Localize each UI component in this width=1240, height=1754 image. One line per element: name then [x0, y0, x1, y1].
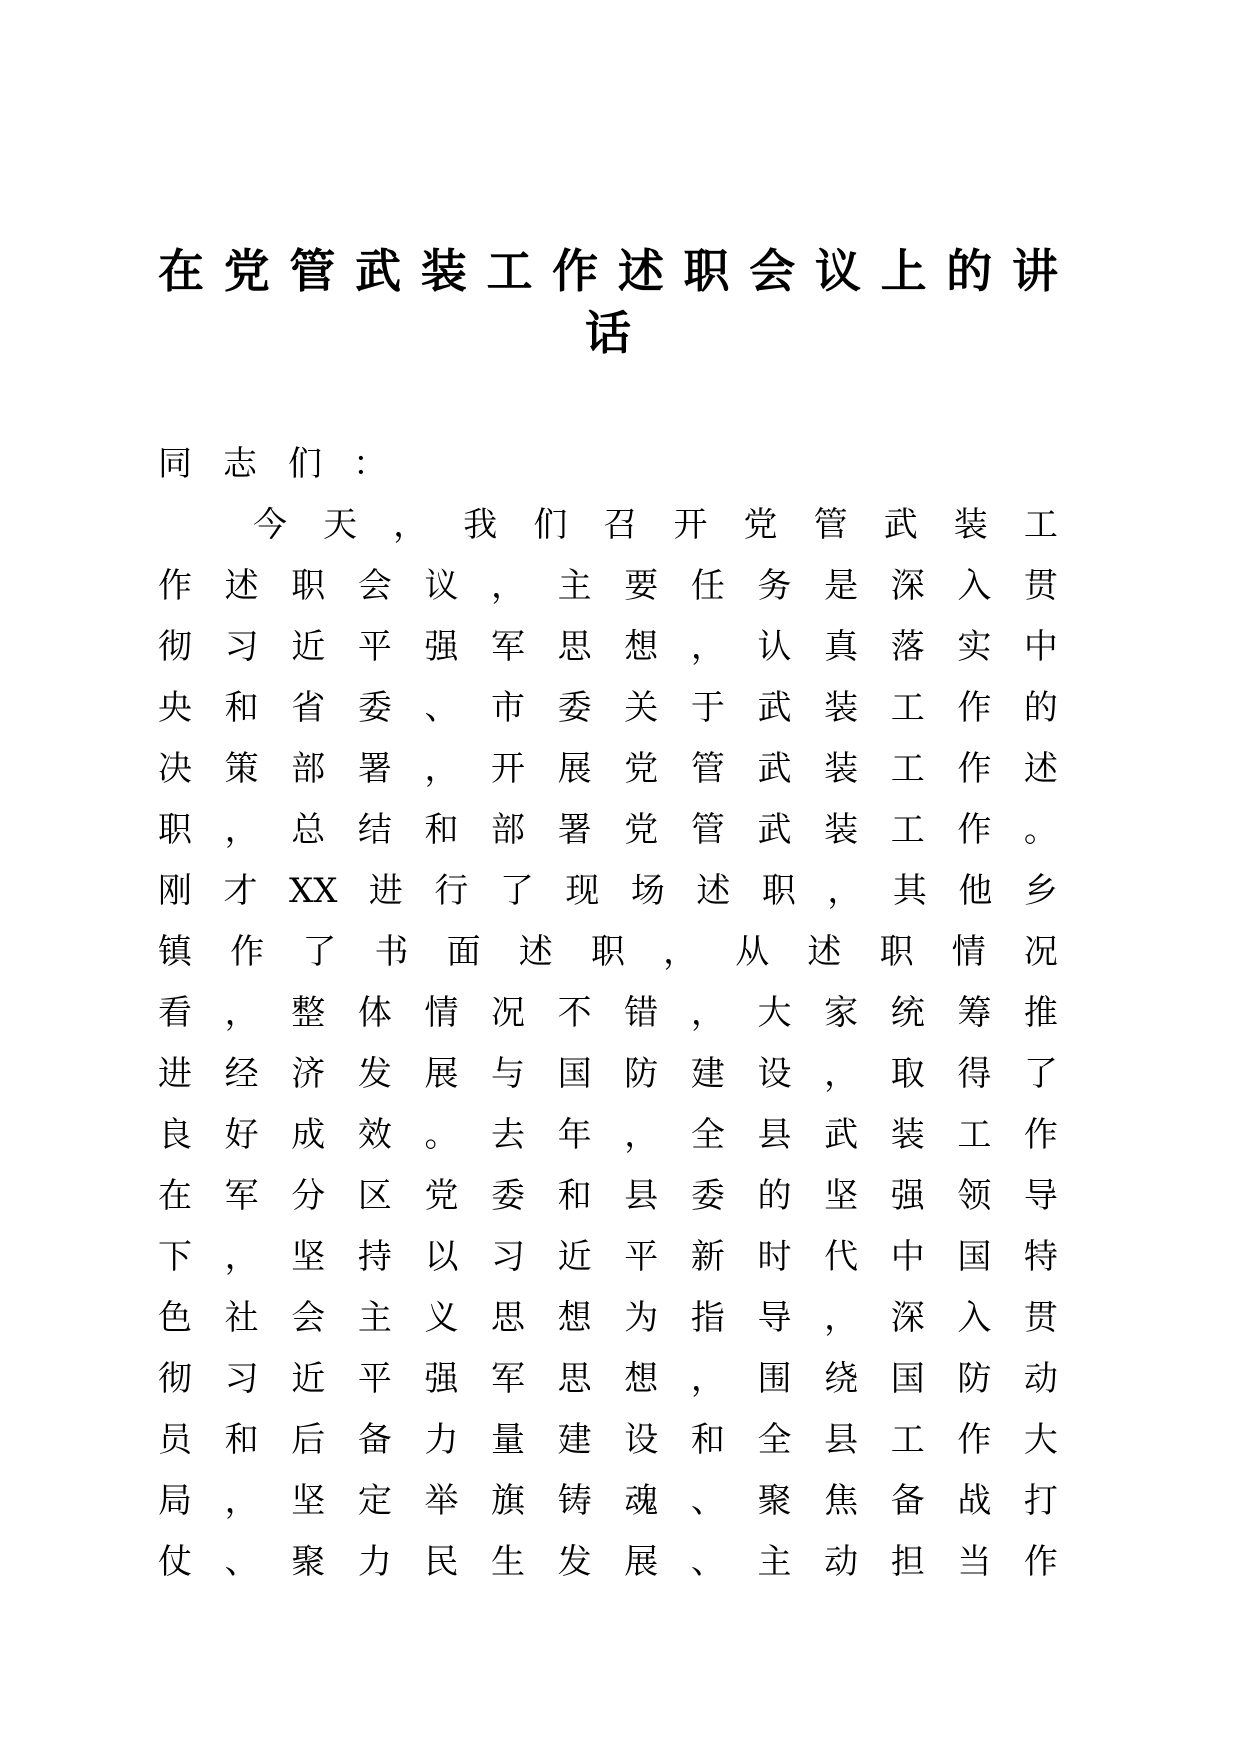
- glyph: 家: [824, 993, 859, 1033]
- glyph: 设: [624, 1420, 659, 1460]
- glyph: 党: [624, 749, 659, 789]
- glyph: 和: [557, 1176, 592, 1216]
- glyph: 县: [624, 1176, 659, 1216]
- glyph: 作: [1023, 1542, 1058, 1582]
- glyph: 好: [224, 1115, 259, 1155]
- glyph: 会: [357, 566, 392, 606]
- glyph: 任: [690, 566, 725, 606]
- glyph: 铸: [557, 1481, 592, 1521]
- glyph: 认: [757, 627, 792, 667]
- glyph: 防: [624, 1054, 659, 1094]
- glyph: 我: [463, 505, 498, 545]
- glyph: 议: [424, 566, 459, 606]
- glyph: 在: [158, 244, 204, 298]
- glyph: 和: [224, 688, 259, 728]
- glyph: 况: [491, 993, 526, 1033]
- glyph: 担: [890, 1542, 925, 1582]
- glyph: 作: [1023, 1115, 1058, 1155]
- glyph: 今: [253, 505, 287, 545]
- glyph: 展: [557, 749, 592, 789]
- glyph: 策: [224, 749, 259, 789]
- glyph: 管: [813, 505, 848, 545]
- glyph: 工: [890, 688, 925, 728]
- glyph: 中: [890, 1237, 925, 1277]
- glyph: 持: [357, 1237, 392, 1277]
- glyph: 面: [446, 932, 481, 972]
- glyph: 错: [624, 993, 659, 1033]
- glyph: 代: [824, 1237, 859, 1277]
- glyph: 天: [323, 505, 358, 545]
- glyph: 工: [890, 1420, 925, 1460]
- glyph: 部: [291, 749, 326, 789]
- glyph: 建: [690, 1054, 725, 1094]
- glyph: 作: [957, 1420, 992, 1460]
- glyph: 新: [690, 1237, 725, 1277]
- glyph: 去: [491, 1115, 526, 1155]
- glyph: 会: [749, 244, 796, 298]
- glyph: 绕: [824, 1359, 859, 1399]
- glyph: 围: [757, 1359, 792, 1399]
- glyph: 工: [890, 749, 925, 789]
- paragraph-line: [158, 983, 1058, 1044]
- glyph: 召: [603, 505, 638, 545]
- glyph: 管: [690, 810, 725, 850]
- glyph: 才: [223, 871, 258, 911]
- glyph: ，: [224, 1481, 259, 1521]
- glyph: 管: [289, 244, 336, 298]
- glyph: 主: [557, 566, 592, 606]
- glyph: 场: [630, 871, 665, 911]
- glyph: 军: [224, 1176, 259, 1216]
- glyph: 武: [757, 688, 792, 728]
- glyph: 分: [291, 1176, 326, 1216]
- glyph: 装: [824, 810, 859, 850]
- paragraph-line: [158, 1288, 1058, 1349]
- glyph: ，: [690, 993, 725, 1033]
- glyph: 习: [224, 627, 259, 667]
- glyph: 建: [557, 1420, 592, 1460]
- glyph: 导: [757, 1298, 792, 1338]
- glyph: 员: [158, 1420, 192, 1460]
- glyph: ，: [491, 566, 526, 606]
- glyph: 、: [424, 688, 459, 728]
- glyph: 和: [424, 810, 459, 850]
- glyph: 不: [557, 993, 592, 1033]
- glyph: 量: [491, 1420, 526, 1460]
- glyph: 务: [757, 566, 792, 606]
- glyph: 强: [424, 627, 459, 667]
- glyph: 情: [424, 993, 459, 1033]
- glyph: 况: [1023, 932, 1058, 972]
- glyph: 主: [357, 1298, 392, 1338]
- glyph: 真: [824, 627, 859, 667]
- paragraph-line: [158, 739, 1058, 800]
- glyph: 导: [1023, 1176, 1058, 1216]
- glyph: 工: [890, 810, 925, 850]
- title-line-1: [158, 240, 1058, 302]
- title-line-2: [158, 302, 1058, 364]
- glyph: 军: [491, 1359, 526, 1399]
- glyph: 战: [957, 1481, 992, 1521]
- glyph: 武: [757, 749, 792, 789]
- glyph: 央: [158, 688, 192, 728]
- glyph: 举: [424, 1481, 459, 1521]
- glyph: ，: [663, 932, 698, 972]
- glyph: 作: [552, 244, 599, 298]
- glyph: 深: [890, 1298, 925, 1338]
- glyph: 设: [757, 1054, 792, 1094]
- glyph: 述: [807, 932, 842, 972]
- glyph: 志: [223, 444, 257, 484]
- glyph: 委: [357, 688, 392, 728]
- glyph: 署: [557, 810, 592, 850]
- glyph: 武: [883, 505, 918, 545]
- glyph: 书: [374, 932, 409, 972]
- glyph: 进: [158, 1054, 192, 1094]
- glyph: 贯: [1023, 566, 1058, 606]
- glyph: 动: [824, 1542, 859, 1582]
- glyph: 述: [696, 871, 731, 911]
- glyph: 县: [757, 1115, 792, 1155]
- glyph: 取: [890, 1054, 925, 1094]
- glyph: 国: [890, 1359, 925, 1399]
- glyph: 作: [957, 810, 992, 850]
- glyph: 行: [434, 871, 469, 911]
- glyph: 装: [420, 244, 467, 298]
- glyph: 强: [890, 1176, 925, 1216]
- glyph: 习: [491, 1237, 526, 1277]
- glyph: 工: [957, 1115, 992, 1155]
- glyph: 思: [491, 1298, 526, 1338]
- glyph: 的: [757, 1176, 792, 1216]
- glyph: 想: [557, 1298, 592, 1338]
- glyph: 工: [486, 244, 533, 298]
- glyph: 入: [957, 1298, 992, 1338]
- glyph: 大: [1023, 1420, 1058, 1460]
- glyph: 。: [1023, 810, 1058, 850]
- glyph: 实: [957, 627, 992, 667]
- glyph: 管: [690, 749, 725, 789]
- paragraph-line: [158, 1532, 1058, 1593]
- glyph: ，: [690, 627, 725, 667]
- glyph: 情: [951, 932, 986, 972]
- glyph: 装: [824, 688, 859, 728]
- glyph: 展: [624, 1542, 659, 1582]
- paragraph-line: [158, 922, 1058, 983]
- glyph: 在: [158, 1176, 192, 1216]
- glyph: 武: [355, 244, 402, 298]
- paragraph-line: [158, 861, 1058, 922]
- glyph: 于: [690, 688, 725, 728]
- glyph: 想: [624, 627, 659, 667]
- glyph: 聚: [757, 1481, 792, 1521]
- glyph: 其: [892, 871, 927, 911]
- glyph: 要: [624, 566, 659, 606]
- glyph: 贯: [1023, 1298, 1058, 1338]
- glyph: 署: [357, 749, 392, 789]
- paragraph-line: [158, 1105, 1058, 1166]
- glyph: ，: [224, 1237, 259, 1277]
- glyph: XX: [289, 871, 338, 911]
- glyph: 动: [1023, 1359, 1058, 1399]
- glyph: 彻: [158, 627, 192, 667]
- glyph: 展: [424, 1054, 459, 1094]
- glyph: 党: [223, 244, 270, 298]
- glyph: 后: [291, 1420, 326, 1460]
- glyph: ，: [624, 1115, 659, 1155]
- glyph: 和: [224, 1420, 259, 1460]
- glyph: 推: [1023, 993, 1058, 1033]
- glyph: 整: [291, 993, 326, 1033]
- glyph: 指: [690, 1298, 725, 1338]
- glyph: 进: [368, 871, 403, 911]
- glyph: 国: [557, 1054, 592, 1094]
- glyph: 武: [824, 1115, 859, 1155]
- glyph: 会: [291, 1298, 326, 1338]
- paragraph-line: [158, 1227, 1058, 1288]
- glyph: 现: [565, 871, 600, 911]
- glyph: 和: [690, 1420, 725, 1460]
- glyph: 焦: [824, 1481, 859, 1521]
- glyph: 为: [624, 1298, 659, 1338]
- glyph: 。: [424, 1115, 459, 1155]
- glyph: 社: [224, 1298, 259, 1338]
- paragraph-line: [158, 800, 1058, 861]
- glyph: 得: [957, 1054, 992, 1094]
- greeting: [158, 434, 1058, 495]
- glyph: 特: [1023, 1237, 1058, 1277]
- glyph: 作: [230, 932, 265, 972]
- glyph: 全: [690, 1115, 725, 1155]
- glyph: 体: [357, 993, 392, 1033]
- paragraph-line: [158, 678, 1058, 739]
- glyph: 全: [757, 1420, 792, 1460]
- glyph: 思: [557, 1359, 592, 1399]
- glyph: 近: [557, 1237, 592, 1277]
- glyph: 了: [302, 932, 337, 972]
- glyph: 职: [879, 932, 914, 972]
- glyph: 装: [890, 1115, 925, 1155]
- glyph: 坚: [291, 1481, 326, 1521]
- glyph: 习: [224, 1359, 259, 1399]
- glyph: 作: [957, 688, 992, 728]
- glyph: 义: [424, 1298, 459, 1338]
- glyph: 近: [291, 1359, 326, 1399]
- glyph: 深: [890, 566, 925, 606]
- glyph: 国: [957, 1237, 992, 1277]
- paragraph-line: [158, 556, 1058, 617]
- glyph: 们: [288, 444, 322, 484]
- glyph: 委: [690, 1176, 725, 1216]
- glyph: 职: [158, 810, 192, 850]
- glyph: 下: [158, 1237, 192, 1277]
- glyph: 生: [491, 1542, 526, 1582]
- glyph: 旗: [491, 1481, 526, 1521]
- glyph: 武: [757, 810, 792, 850]
- glyph: 领: [957, 1176, 992, 1216]
- glyph: 刚: [158, 871, 192, 911]
- glyph: 思: [557, 627, 592, 667]
- paragraph-line: [158, 1166, 1058, 1227]
- paragraph-line: [158, 495, 1058, 556]
- glyph: 发: [357, 1054, 392, 1094]
- glyph: 局: [158, 1481, 192, 1521]
- glyph: 年: [557, 1115, 592, 1155]
- paragraph-line: [158, 1471, 1058, 1532]
- glyph: 以: [424, 1237, 459, 1277]
- glyph: 入: [957, 566, 992, 606]
- glyph: 发: [557, 1542, 592, 1582]
- glyph: 大: [757, 993, 792, 1033]
- glyph: 、: [690, 1481, 725, 1521]
- glyph: 述: [518, 932, 553, 972]
- glyph: 的: [1023, 688, 1058, 728]
- glyph: 了: [1023, 1054, 1058, 1094]
- glyph: 同: [158, 444, 192, 484]
- glyph: 决: [158, 749, 192, 789]
- glyph: 落: [890, 627, 925, 667]
- glyph: 、: [224, 1542, 259, 1582]
- glyph: 党: [624, 810, 659, 850]
- glyph: 职: [761, 871, 796, 911]
- glyph: 开: [491, 749, 526, 789]
- glyph: 军: [491, 627, 526, 667]
- glyph: 讲: [1011, 244, 1058, 298]
- glyph: 良: [158, 1115, 192, 1155]
- glyph: 述: [617, 244, 664, 298]
- glyph: 经: [224, 1054, 259, 1094]
- glyph: 坚: [291, 1237, 326, 1277]
- glyph: 装: [953, 505, 988, 545]
- paragraph-line: [158, 1349, 1058, 1410]
- glyph: ，: [224, 993, 259, 1033]
- glyph: 平: [624, 1237, 659, 1277]
- glyph: 济: [291, 1054, 326, 1094]
- glyph: ，: [690, 1359, 725, 1399]
- glyph: 部: [491, 810, 526, 850]
- glyph: 聚: [291, 1542, 326, 1582]
- glyph: 力: [424, 1420, 459, 1460]
- glyph: 定: [357, 1481, 392, 1521]
- glyph: 委: [491, 1176, 526, 1216]
- glyph: 打: [1023, 1481, 1058, 1521]
- document-title: [158, 240, 1058, 364]
- glyph: 备: [890, 1481, 925, 1521]
- glyph: 上: [880, 244, 927, 298]
- glyph: 县: [824, 1420, 859, 1460]
- glyph: 、: [690, 1542, 725, 1582]
- glyph: ：: [353, 444, 387, 484]
- glyph: 结: [357, 810, 392, 850]
- glyph: 职: [683, 244, 730, 298]
- glyph: 看: [158, 993, 192, 1033]
- glyph: 近: [291, 627, 326, 667]
- paragraph-line: [158, 1044, 1058, 1105]
- glyph: ，: [393, 505, 428, 545]
- glyph: 仗: [158, 1542, 192, 1582]
- glyph: 委: [557, 688, 592, 728]
- glyph: 了: [499, 871, 534, 911]
- glyph: 话: [585, 306, 631, 360]
- glyph: 乡: [1023, 871, 1058, 911]
- glyph: 当: [957, 1542, 992, 1582]
- glyph: 从: [735, 932, 770, 972]
- glyph: 总: [291, 810, 326, 850]
- glyph: 作: [158, 566, 192, 606]
- glyph: 平: [357, 627, 392, 667]
- paragraph-line: [158, 1410, 1058, 1471]
- glyph: 工: [1023, 505, 1058, 545]
- document-body: [158, 434, 1058, 1593]
- glyph: 党: [424, 1176, 459, 1216]
- glyph: 是: [824, 566, 859, 606]
- glyph: 统: [890, 993, 925, 1033]
- glyph: 效: [357, 1115, 392, 1155]
- glyph: ，: [424, 749, 459, 789]
- glyph: 彻: [158, 1359, 192, 1399]
- glyph: 民: [424, 1542, 459, 1582]
- glyph: 力: [357, 1542, 392, 1582]
- glyph: ，: [824, 1054, 859, 1094]
- glyph: 职: [590, 932, 625, 972]
- paragraph-line: [158, 617, 1058, 678]
- glyph: 关: [624, 688, 659, 728]
- glyph: 议: [814, 244, 861, 298]
- glyph: 职: [291, 566, 326, 606]
- glyph: 党: [743, 505, 778, 545]
- glyph: 述: [1023, 749, 1058, 789]
- glyph: 市: [491, 688, 526, 728]
- glyph: 防: [957, 1359, 992, 1399]
- glyph: 筹: [957, 993, 992, 1033]
- glyph: 的: [946, 244, 993, 298]
- glyph: ，: [827, 871, 862, 911]
- glyph: 与: [491, 1054, 526, 1094]
- glyph: 魂: [624, 1481, 659, 1521]
- glyph: 强: [424, 1359, 459, 1399]
- glyph: 想: [624, 1359, 659, 1399]
- glyph: 述: [224, 566, 259, 606]
- glyph: 开: [673, 505, 708, 545]
- glyph: 备: [357, 1420, 392, 1460]
- glyph: 省: [291, 688, 326, 728]
- glyph: 区: [357, 1176, 392, 1216]
- glyph: 平: [357, 1359, 392, 1399]
- glyph: ，: [224, 810, 259, 850]
- glyph: 他: [958, 871, 993, 911]
- glyph: 色: [158, 1298, 192, 1338]
- glyph: 作: [957, 749, 992, 789]
- glyph: 中: [1023, 627, 1058, 667]
- glyph: 成: [291, 1115, 326, 1155]
- glyph: 时: [757, 1237, 792, 1277]
- glyph: 坚: [824, 1176, 859, 1216]
- glyph: 镇: [158, 932, 192, 972]
- glyph: ，: [824, 1298, 859, 1338]
- glyph: 主: [757, 1542, 792, 1582]
- glyph: 们: [533, 505, 568, 545]
- glyph: 装: [824, 749, 859, 789]
